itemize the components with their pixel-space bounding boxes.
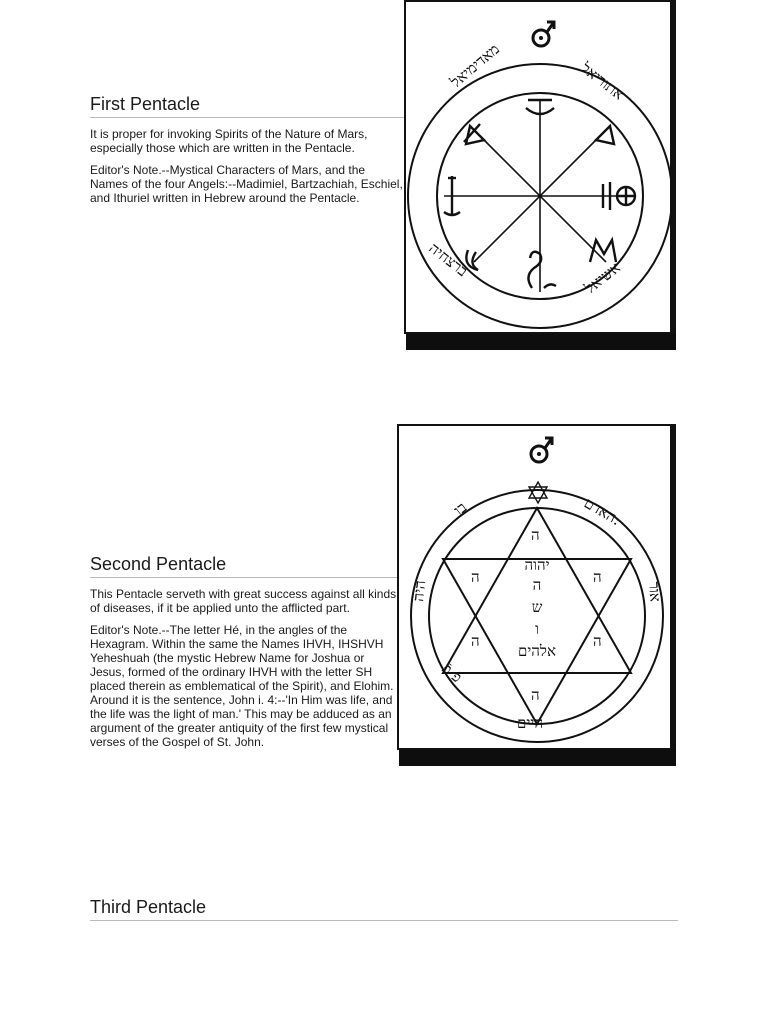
ring-text-left: היה bbox=[409, 579, 430, 603]
svg-text:ה: ה bbox=[531, 686, 540, 704]
first-pentacle-editors-note: Editor's Note.--Mystical Characters of Mars, and the Names of the four Angels:--Madimiel, Bartzachiah, Eschiel, and Ithuriel written in Hebrew around the Pentacle. bbox=[90, 163, 403, 205]
svg-text:ו: ו bbox=[535, 620, 539, 638]
ring-text-left: מאדימיאל bbox=[447, 40, 503, 92]
first-pentacle-figure bbox=[404, 0, 678, 350]
ring-text-right: אור bbox=[645, 581, 665, 603]
svg-text:ש: ש bbox=[531, 598, 543, 616]
star-of-david-icon bbox=[529, 482, 547, 503]
second-pentacle-editors-note: Editor's Note.--The letter Hé, in the angles of the Hexagram. Within the same the Names IHVH, IHSHVH Yeheshuah (the mystic Hebrew Name for Joshua or Jesus, formed of the ordinary IHVH with the letter SH placed therein as emblematical of the Spirit), and Elohim. Around it is the sentence, John i. 4:--'In Him was life, and the life was the light of man.' This may be adduced as an argument of the greater antiquity of the first few mystical verses of the Gospel of St. John. bbox=[90, 623, 394, 749]
mars-symbol-icon bbox=[533, 22, 554, 46]
ring-text-bottom-left: ברצחיה bbox=[425, 238, 472, 281]
ring-text-top-left: בו bbox=[450, 498, 471, 520]
svg-text:ה: ה bbox=[593, 568, 602, 586]
ring-text-right: אתוריאל bbox=[577, 58, 628, 104]
second-pentacle-drawing bbox=[397, 424, 678, 750]
section-divider bbox=[90, 577, 398, 578]
svg-text:ה: ה bbox=[593, 632, 602, 650]
ring-text-bottom-right: אשיאל bbox=[581, 258, 624, 298]
svg-text:אלהים: אלהים bbox=[518, 642, 556, 660]
svg-text:ה: ה bbox=[471, 568, 480, 586]
svg-text:ה: ה bbox=[531, 526, 540, 544]
first-pentacle-description: It is proper for invoking Spirits of the Nature of Mars, especially those which are written in the Pentacle. bbox=[90, 127, 368, 155]
mars-symbol-icon bbox=[531, 438, 552, 462]
center-divine-names bbox=[518, 556, 556, 660]
section-title-second-pentacle: Second Pentacle bbox=[90, 554, 227, 574]
ring-text-bottom: חיים bbox=[517, 714, 544, 732]
ring-text-top-right: האדם: bbox=[581, 493, 625, 530]
section-title-third-pentacle: Third Pentacle bbox=[90, 897, 207, 917]
first-pentacle-drawing bbox=[404, 0, 678, 334]
svg-text:יהוה: יהוה bbox=[524, 556, 550, 574]
section-title-first-pentacle: First Pentacle bbox=[90, 94, 201, 114]
svg-text:ה: ה bbox=[471, 632, 480, 650]
second-pentacle-description: This Pentacle serveth with great success against all kinds of diseases, if it be applied unto the afflicted part. bbox=[90, 587, 397, 615]
svg-text:ה: ה bbox=[532, 576, 542, 594]
ring-text-bottom-left: פֿ פֿ bbox=[438, 659, 466, 687]
second-pentacle-figure bbox=[397, 424, 678, 767]
section-divider bbox=[90, 117, 406, 118]
section-divider bbox=[90, 920, 678, 921]
